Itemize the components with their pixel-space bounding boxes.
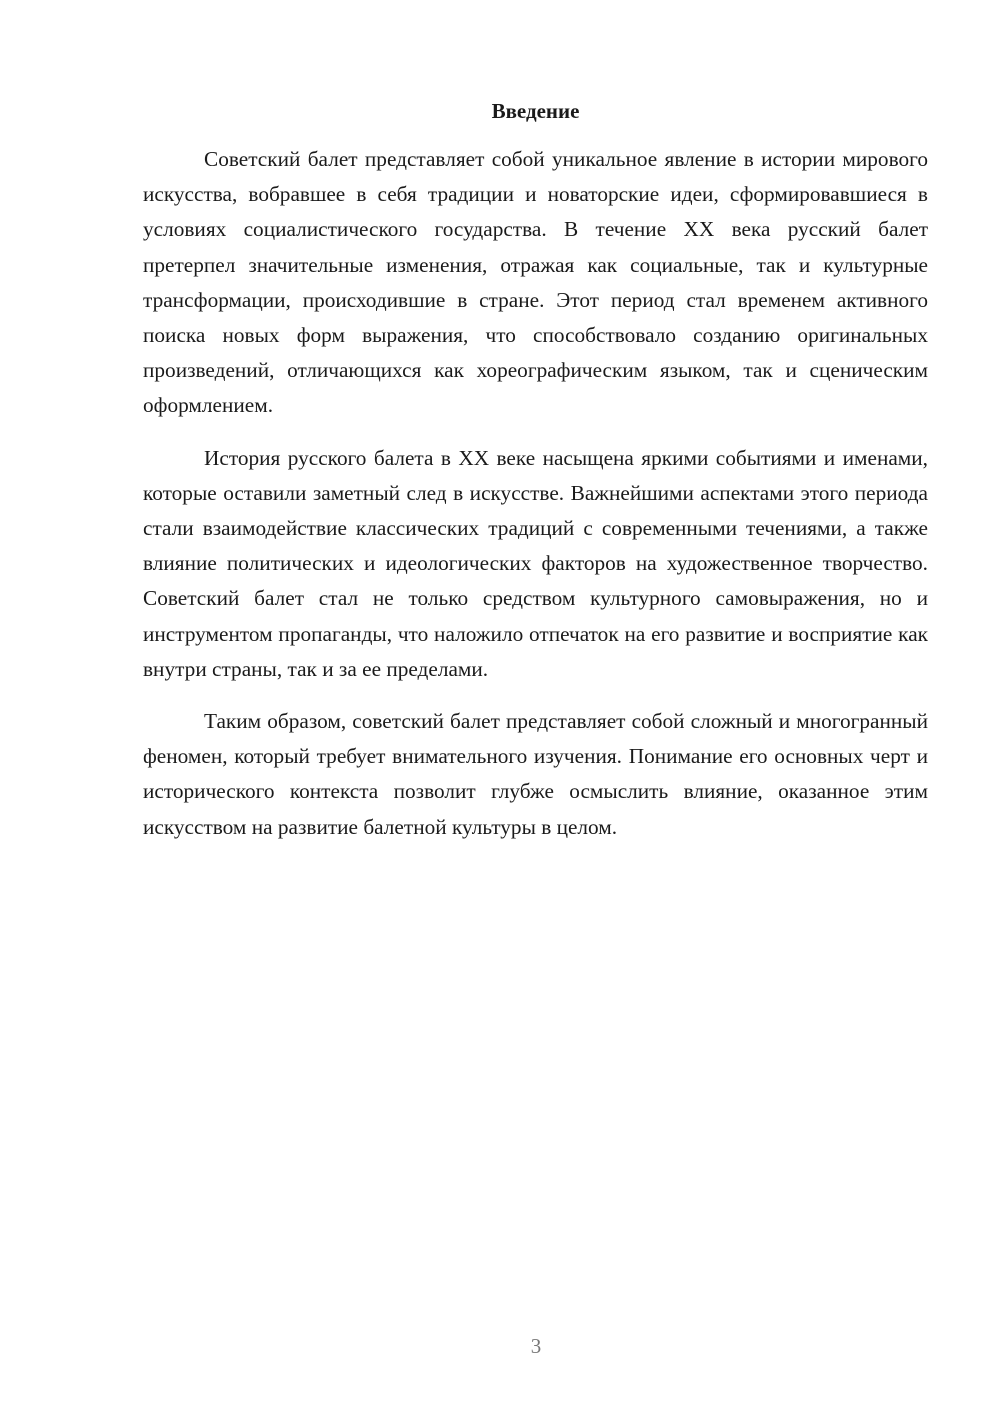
section-heading: Введение (491, 99, 580, 123)
paragraph: Советский балет представляет собой уникальное явление в истории мирового искусства, вобравшее в себя традиции и новаторские идеи, сформировавшиеся в условиях социалистического государства. В течение XX века русский балет претерпел значительные изменения, отражая как социальные, так и культурные трансформации, происходившие в стране. Этот период стал временем активного поиска новых форм выражения, что способствовало созданию оригинальных произведений, отличающихся как хореографическим языком, так и сценическим оформлением. (143, 147, 928, 418)
paragraph: История русского балета в XX веке насыщена яркими событиями и именами, которые оставили заметный след в искусстве. Важнейшими аспектами этого периода стали взаимодействие классических традиций с современными течениями, а также влияние политических и идеологических факторов на художественное творчество. Советский балет стал не только средством культурного самовыражения, но и инструментом пропаганды, что наложило отпечаток на его развитие и восприятие как внутри страны, так и за ее пределами. (143, 445, 928, 681)
paragraph: Таким образом, советский балет представляет собой сложный и многогранный феномен, который требует внимательного изучения. Понимание его основных черт и исторического контекста позволит глубже осмыслить влияние, оказанное этим искусством на развитие балетной культуры в целом. (143, 709, 928, 839)
body-text (143, 142, 928, 845)
page-number: 3 (530, 1334, 542, 1358)
